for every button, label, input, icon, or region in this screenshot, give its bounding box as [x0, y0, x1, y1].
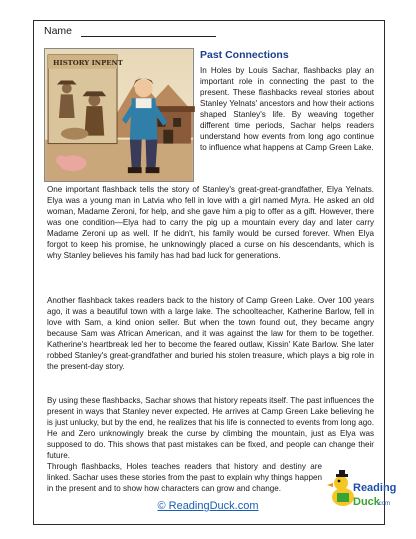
paragraph-3: Another flashback takes readers back to the history of Camp Green Lake. Over 100 years ago, it was a beautiful town with a large lake. The schoolteacher, Katherine Barlow, fell in love with Sam, a kind onion seller. But when the town found out, they became angry because Sam was African American, and it was against the law for them to be together. Katherine's heartbreak led her to become the feared outlaw, Kissin' Kate Barlow. She later robbed Stanley's great-grandfather and buried his stolen treasure, which plays a big role in the present-day story. [47, 296, 374, 372]
name-field-row [44, 25, 216, 37]
paragraph-1: In Holes by Louis Sachar, flashbacks play an important role in connecting the past to the present. These flashbacks reveal stories about Stanley Yelnats' ancestors and how their actions shaped Stanley's life. By weaving together different time periods, Sachar helps readers understand how events from long ago continue to influence what happens at Camp Green Lake. [200, 66, 374, 153]
paragraph-4: By using these flashbacks, Sachar shows that history repeats itself. The past influences the present in ways that Stanley never expected. He arrives at Camp Green Lake believing he is just unlucky, but by the end, he realizes that his life is connected to events from long ago. He and Zero unknowingly break the curse by climbing the mountain, just as Elya was supposed to do. This shows that past mistakes can be fixed, and people can change their future. [47, 396, 374, 461]
sign-text: HISTORY INPENT [53, 58, 123, 67]
footer-link[interactable]: © ReadingDuck.com [157, 500, 259, 512]
name-line[interactable] [81, 27, 216, 37]
logo-text-duck: Duck [353, 496, 380, 508]
name-label: Name [44, 25, 73, 37]
logo-text-reading: Reading [353, 482, 397, 494]
reading-duck-logo [327, 469, 397, 519]
article-title: Past Connections [200, 49, 289, 61]
paragraph-2: One important flashback tells the story of Stanley's great-great-grandfather, Elya Yelnats. Elya was a young man in Latvia who fell in love with a girl named Myra. He asked an old woman, Madame Zeroni, for help, and she gave him a pig to offer as a gift. However, there was one condition—Elya had to carry the pig up a mountain every day and later carry Madame Zeroni up as well. If he didn't, his family would be cursed forever. When Elya forgot to keep his promise, he unknowingly placed a curse on his descendants, which is why Stanley believes his family has had bad luck for generations. [47, 185, 374, 261]
logo-text-suffix: .com [377, 501, 391, 507]
story-illustration [44, 48, 194, 182]
paragraph-5: Through flashbacks, Holes teaches readers that history and destiny are linked. Sachar uses these stories from the past to explain why things happen in the present and to show how characters can grow and change. [47, 462, 322, 494]
